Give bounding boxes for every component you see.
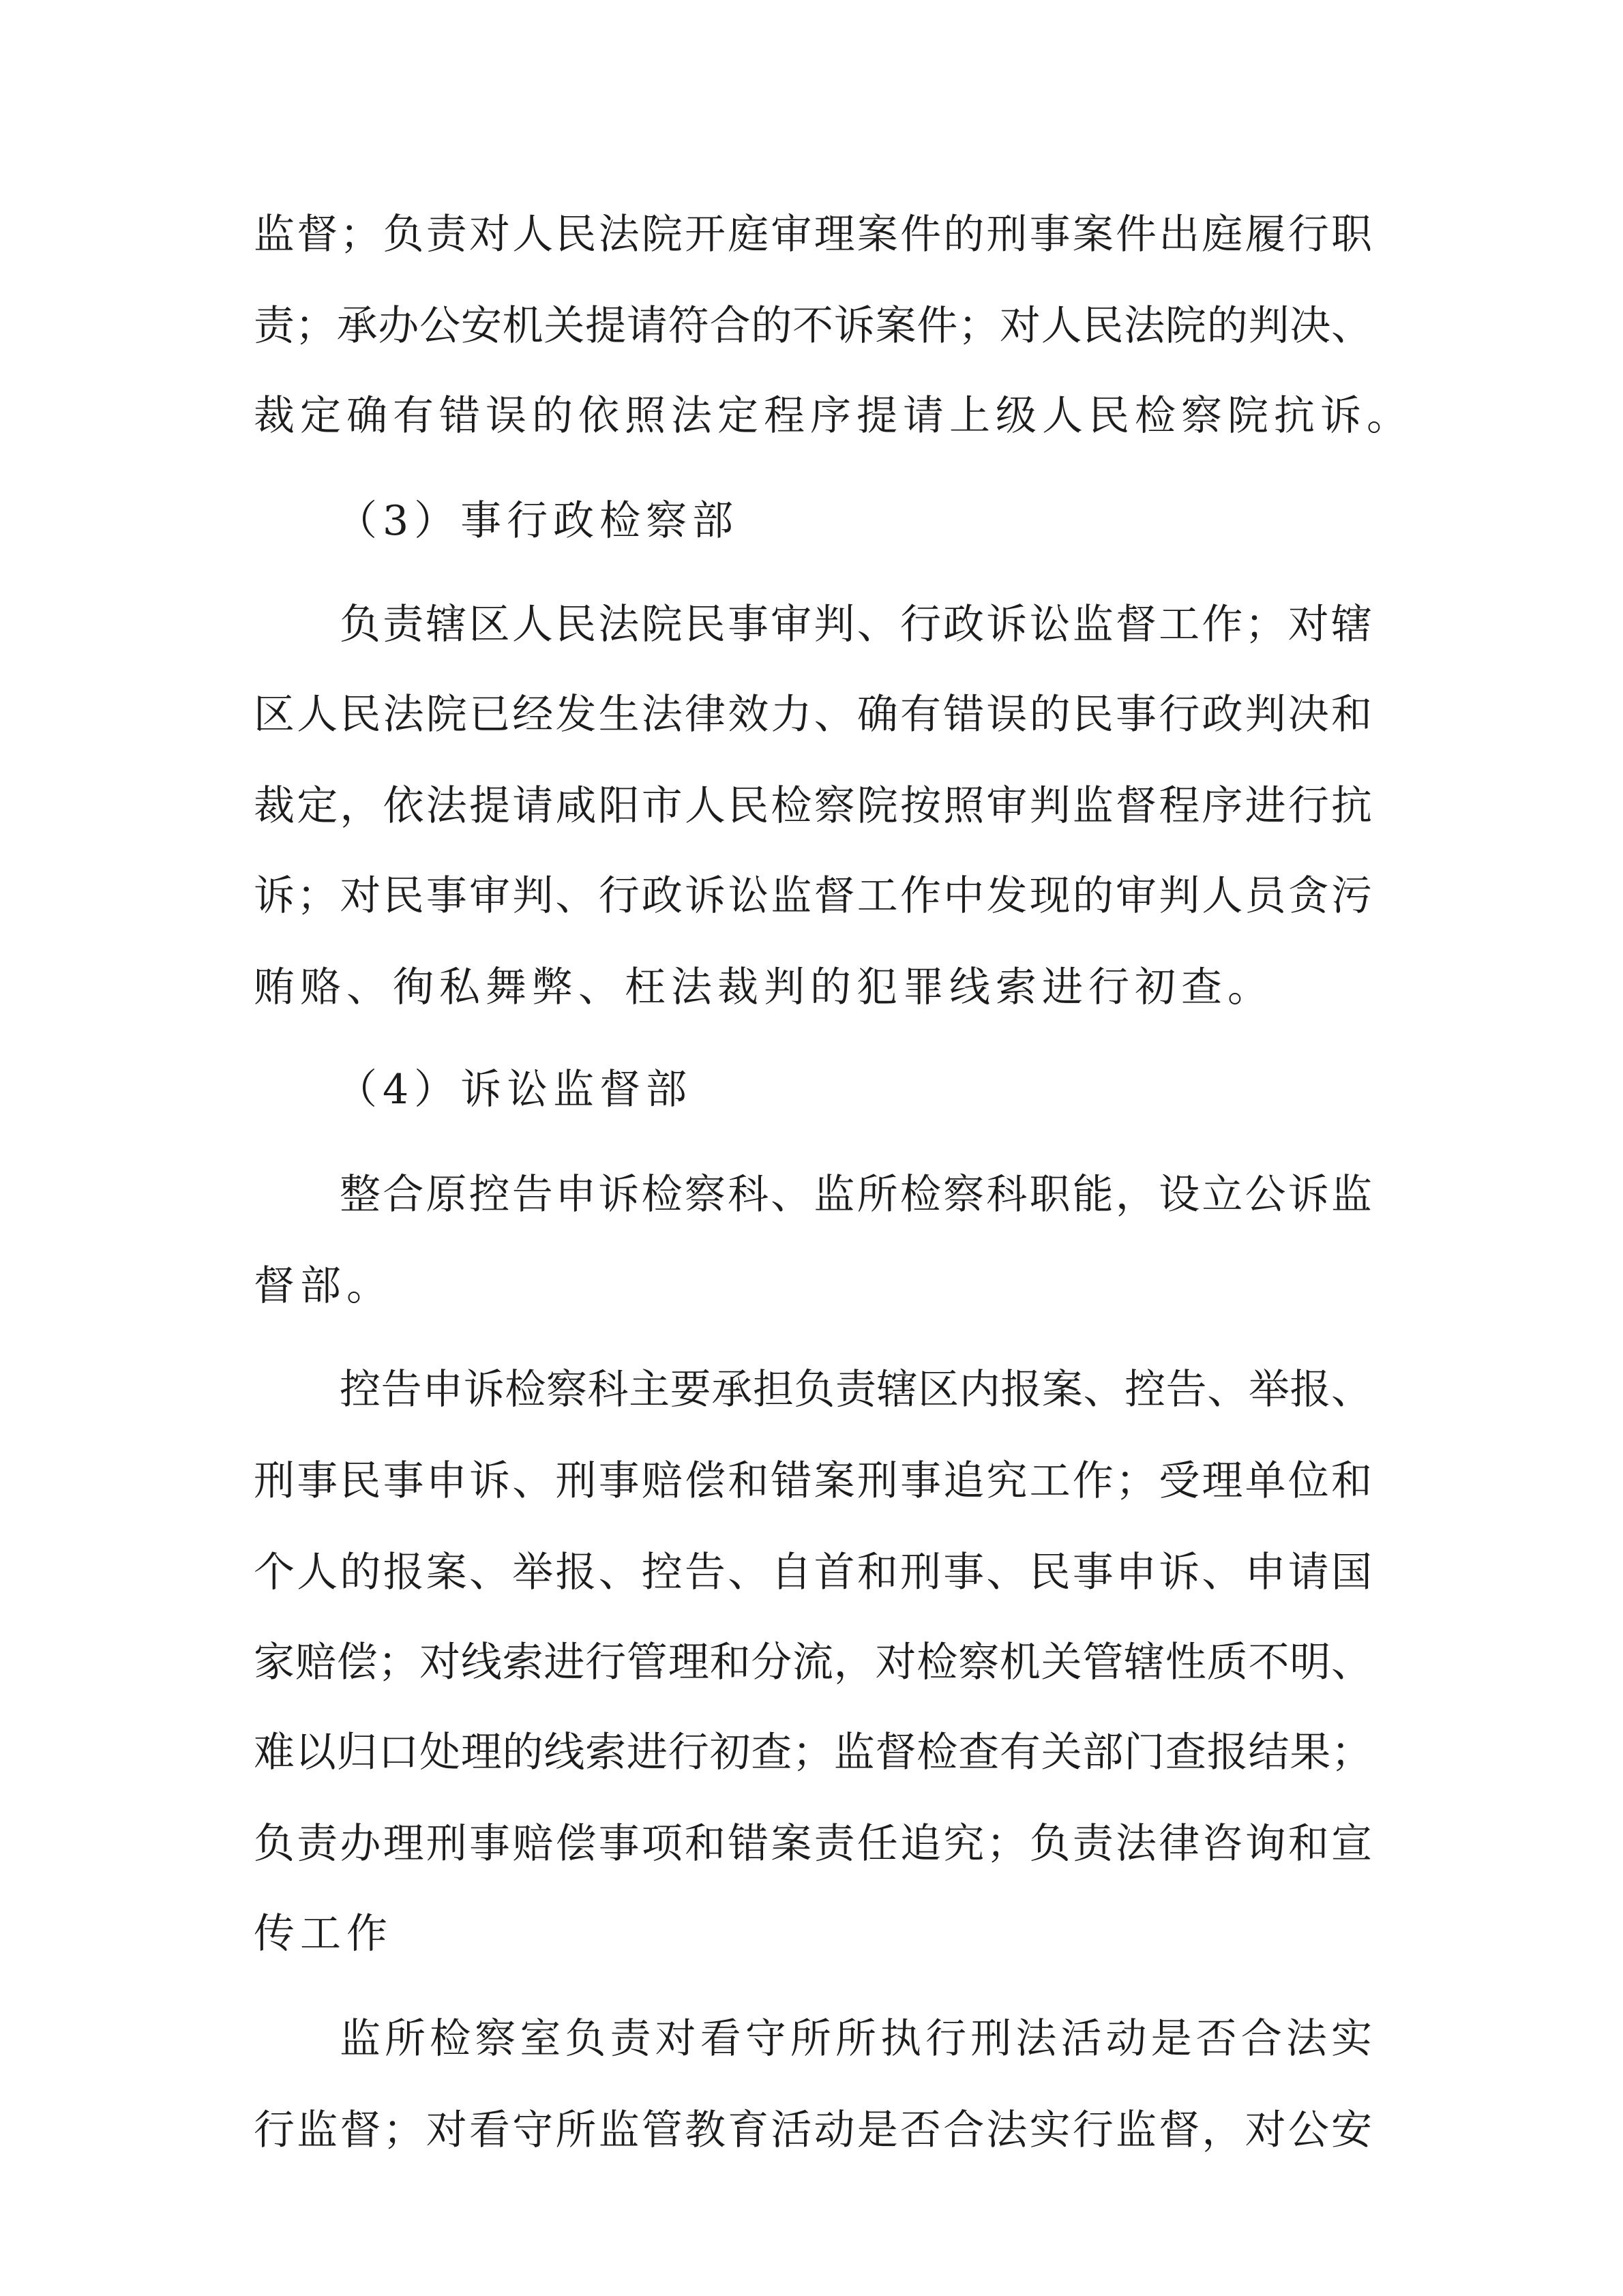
body-text-line: 难以归口处理的线索进行初查；监督检查有关部门查报结果； [254, 1729, 1372, 1776]
body-text-line: 裁定，依法提请咸阳市人民检察院按照审判监督程序进行抗 [254, 782, 1372, 830]
body-text-line: 整合原控告申诉检察科、监所检察科职能，设立公诉监 [340, 1171, 1372, 1219]
body-text-line: 行监督；对看守所监管教育活动是否合法实行监督，对公安 [254, 2106, 1372, 2154]
body-text-line: 裁定确有错误的依照法定程序提请上级人民检察院抗诉。 [254, 392, 1413, 440]
body-text-line: 家赔偿；对线索进行管理和分流，对检察机关管辖性质不明、 [254, 1639, 1372, 1686]
body-text-line: 诉；对民事审判、行政诉讼监督工作中发现的审判人员贪污 [254, 872, 1372, 920]
body-text-line: 刑事民事申诉、刑事赔偿和错案刑事追究工作；受理单位和 [254, 1457, 1372, 1505]
body-text-line: 监督；负责对人民法院开庭审理案件的刑事案件出庭履行职 [254, 211, 1372, 258]
body-text-line: 控告申诉检察科主要承担负责辖区内报案、控告、举报、 [340, 1366, 1372, 1414]
body-text-line: 负责办理刑事赔偿事项和错案责任追究；负责法律咨询和宣 [254, 1820, 1372, 1868]
section-heading: （4）诉讼监督部 [336, 1066, 693, 1114]
body-text-line: 责；承办公安机关提请符合的不诉案件；对人民法院的判决、 [254, 302, 1372, 350]
body-text-line: 贿赂、徇私舞弊、枉法裁判的犯罪线索进行初查。 [254, 964, 1274, 1011]
body-text-line: 监所检察室负责对看守所所执行刑法活动是否合法实 [340, 2015, 1372, 2063]
body-text-line: 个人的报案、举报、控告、自首和刑事、民事申诉、申请国 [254, 1549, 1372, 1596]
section-heading: （3）事行政检察部 [336, 497, 739, 545]
body-text-line: 督部。 [254, 1262, 393, 1310]
body-text-line: 传工作 [254, 1910, 393, 1958]
body-text-line: 区人民法院已经发生法律效力、确有错误的民事行政判决和 [254, 691, 1372, 739]
body-text-line: 负责辖区人民法院民事审判、行政诉讼监督工作；对辖 [340, 601, 1372, 648]
